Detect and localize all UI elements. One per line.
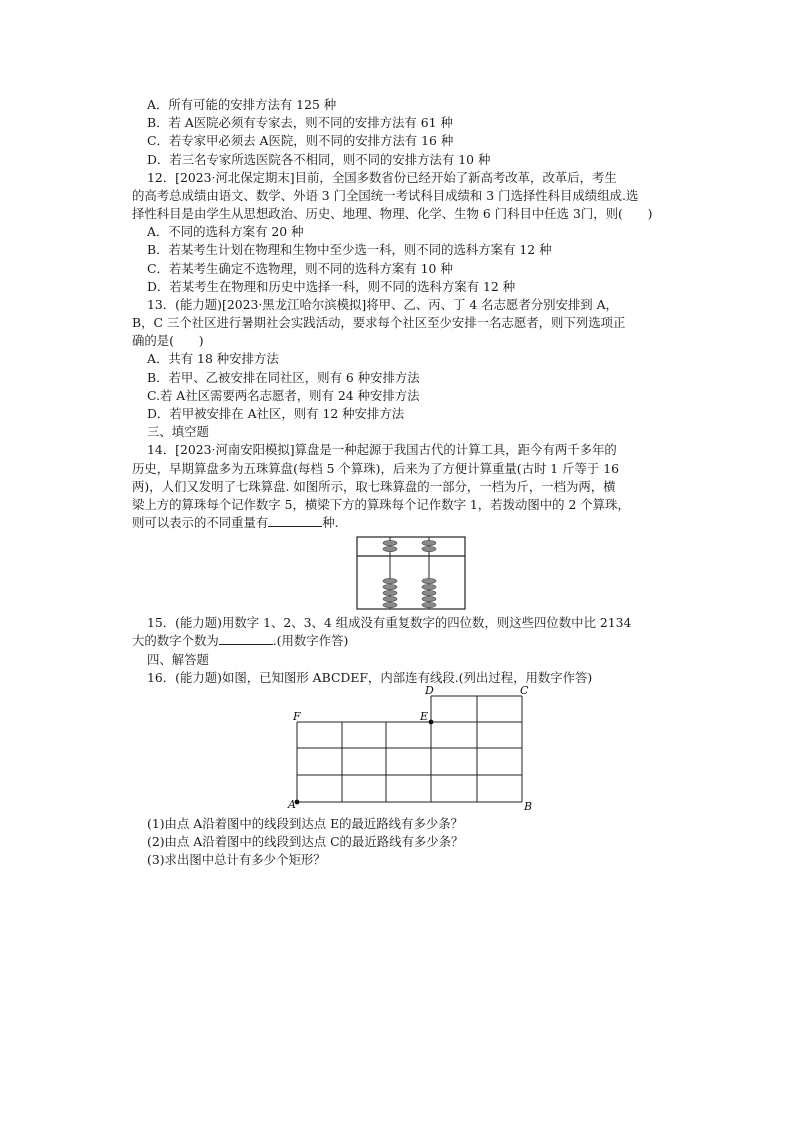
abacus-bead (422, 546, 436, 551)
q14-line5-post: 种. (322, 515, 339, 530)
q15-stem-line2 (132, 632, 348, 650)
q13-option-a: A．共有 18 种安排方法 (147, 351, 279, 366)
q13-option-b: B．若甲、乙被安排在同社区，则有 6 种安排方法 (147, 370, 420, 385)
q12-option-b: B．若某考生计划在物理和生物中至少选一科，则不同的选科方案有 12 种 (147, 242, 552, 257)
q15-answer-blank[interactable] (219, 632, 273, 645)
q15-line2-pre: 大的数字个数为 (132, 633, 219, 648)
point-e-dot (429, 720, 434, 725)
abacus-bead (383, 540, 397, 545)
abacus-bead (383, 578, 397, 583)
q12-stem-line1: 12．[2023·河北保定期末]目前，全国多数省份已经开始了新高考改革，改革后，考生 (147, 170, 617, 185)
q14-stem-line3: 两)，人们又发明了七珠算盘. 如图所示，取七珠算盘的一部分，一档为斤，一档为两，横 (132, 479, 616, 494)
abacus-bead (422, 578, 436, 583)
q16-sub-1: (1)由点 A沿着图中的线段到达点 E的最近路线有多少条？ (147, 816, 464, 831)
q14-stem-line2: 历史，早期算盘多为五珠算盘(每档 5 个算珠)，后来为了方便计算重量(古时 1 斤等于 16 (132, 461, 620, 476)
q14-answer-blank[interactable] (268, 514, 322, 527)
q12-option-c: C．若某考生确定不选物理，则不同的选科方案有 10 种 (147, 261, 453, 276)
q13-stem-line2: B，C 三个社区进行暑期社会实践活动，要求每个社区至少安排一名志愿者，则下列选项正 (132, 315, 626, 330)
q16-sub-2: (2)由点 A沿着图中的线段到达点 C的最近路线有多少条？ (147, 834, 464, 849)
abacus-bead (422, 540, 436, 545)
q12-option-a: A．不同的选科方案有 20 种 (147, 224, 304, 239)
q11-option-b: B．若 A医院必须有专家去，则不同的安排方法有 61 种 (147, 115, 453, 130)
q11-option-a: A．所有可能的安排方法有 125 种 (147, 97, 337, 112)
q16-stem-line1: 16．(能力题)如图，已知图形 ABCDEF，内部连有线段.(列出过程，用数字作答) (147, 670, 593, 685)
q13-option-c: C.若 A社区需要两名志愿者，则有 24 种安排方法 (147, 388, 420, 403)
q15-line2-post: .(用数字作答) (272, 633, 349, 648)
abacus-bead (383, 590, 397, 595)
abacus-bead (383, 584, 397, 589)
section-fill-in-heading: 三、填空题 (147, 424, 209, 439)
q14-stem-line5 (132, 514, 339, 532)
q13-stem-line3: 确的是( ) (132, 333, 204, 348)
label-c: C (520, 684, 529, 697)
abacus-bead (422, 602, 436, 607)
abacus-figure (356, 536, 466, 610)
abacus-bead (383, 596, 397, 601)
q11-option-c: C．若专家甲必须去 A医院，则不同的安排方法有 16 种 (147, 133, 454, 148)
grid-figure-abcdef (285, 684, 535, 812)
label-e: E (420, 710, 429, 723)
q12-stem-line2: 的高考总成绩由语文、数学、外语 3 门全国统一考试科目成绩和 3 门选择性科目成绩组成.选 (132, 188, 639, 203)
abacus-bead (422, 590, 436, 595)
label-f: F (293, 710, 301, 723)
q11-option-d: D．若三名专家所选医院各不相同，则不同的安排方法有 10 种 (147, 152, 491, 167)
q14-stem-line1: 14．[2023·河南安阳模拟]算盘是一种起源于我国古代的计算工具，距今有两千多年的 (147, 442, 617, 457)
q14-line5-pre: 则可以表示的不同重量有 (132, 515, 269, 530)
abacus-bead (422, 584, 436, 589)
abacus-bead (383, 602, 397, 607)
q16-sub-3: (3)求出图中总计有多少个矩形？ (147, 852, 326, 867)
q14-stem-line4: 梁上方的算珠每个记作数字 5，横梁下方的算珠每个记作数字 1，若拨动图中的 2 个算珠， (132, 497, 630, 512)
abacus-bead (383, 546, 397, 551)
q15-stem-line1: 15．(能力题)用数字 1、2、3、4 组成没有重复数字的四位数，则这些四位数中比 2134 (147, 615, 632, 630)
label-b: B (524, 800, 533, 812)
abacus-bead (422, 596, 436, 601)
q12-stem-line3: 择性科目是由学生从思想政治、历史、地理、物理、化学、生物 6 门科目中任选 3门，则( ) (132, 206, 653, 221)
label-d: D (425, 684, 434, 697)
q13-option-d: D．若甲被安排在 A社区，则有 12 种安排方法 (147, 406, 405, 421)
label-a: A (288, 798, 296, 811)
section-answer-heading: 四、解答题 (147, 652, 209, 667)
q12-option-d: D．若某考生在物理和历史中选择一科，则不同的选科方案有 12 种 (147, 279, 516, 294)
q13-stem-line1: 13．(能力题)[2023·黑龙江哈尔滨模拟]将甲、乙、丙、丁 4 名志愿者分别安排到 A， (147, 297, 618, 312)
abacus-frame (357, 537, 465, 609)
